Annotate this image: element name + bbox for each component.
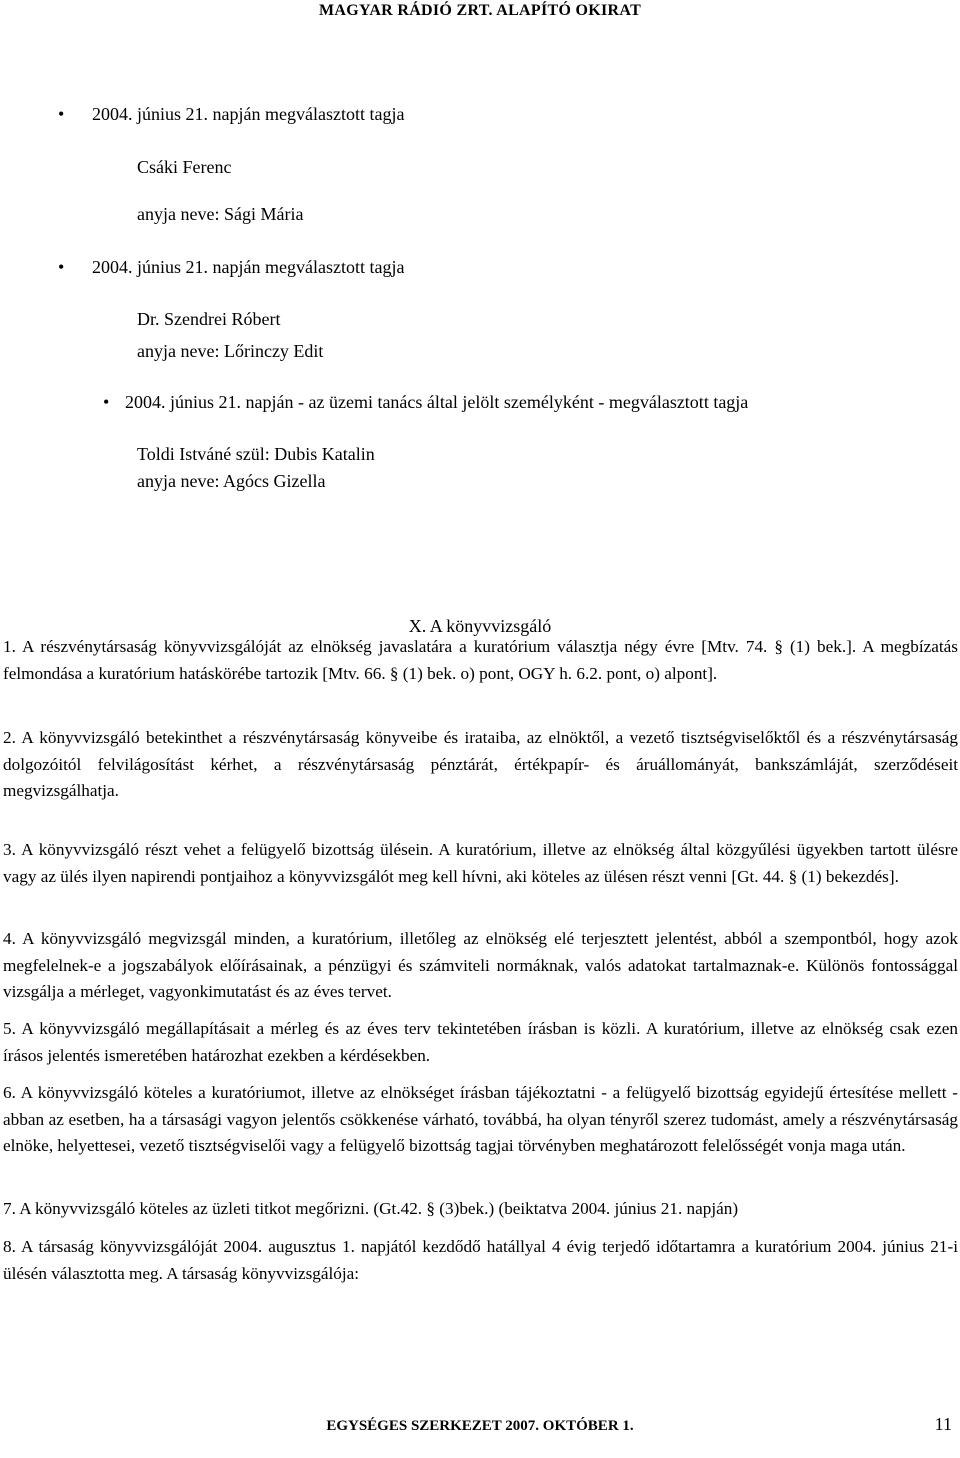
- paragraph-1: 1. A részvénytársaság könyvvizsgálóját az elnökség javaslatára a kuratórium választja négy évre [Mtv. 74. § (1) bek.]. A megbízatás felmondása a kuratórium hatáskörébe tartozik [Mtv. 66. § (1) bek. o) pont, OGY h. 6.2. pont, o) alpont].: [3, 637, 958, 683]
- document-header: MAGYAR RÁDIÓ ZRT. ALAPÍTÓ OKIRAT: [318, 2, 642, 19]
- member-mother: anyja neve: Sági Mária: [137, 204, 304, 224]
- member-name: Dr. Szendrei Róbert: [137, 309, 281, 329]
- member-date-line: 2004. június 21. napján megválasztott tagja: [92, 257, 405, 277]
- paragraph-6: 6. A könyvvizsgáló köteles a kuratóriumot, illetve az elnökséget írásban tájékoztatni - a felügyelő bizottság egyidejű értesítése mellett - abban az esetben, ha a társasági vagyon jelentős csökkenése várható, továbbá, ha olyan tényről szerez tudomást, amely a részvénytársaság elnöke, helyettesei, vezető tisztségviselői vagy a felügyelő bizottság tagjai törvényben meghatározott felelősségét vonja maga után.: [3, 1083, 958, 1155]
- bullet-icon: •: [103, 392, 110, 412]
- footer-text: EGYSÉGES SZERKEZET 2007. OKTÓBER 1.: [326, 1418, 634, 1434]
- paragraph-4: 4. A könyvvizsgáló megvizsgál minden, a kuratórium, illetőleg az elnökség elé terjesztett jelentést, abból a szempontból, hogy azok megfelelnek-e a jogszabályok előírásainak, a pénzügyi és számviteli normáknak, valós adatokat tartalmaznak-e. Különös fontossággal vizsgálja a mérleget, vagyonkimutatást és az éves tervet.: [3, 929, 958, 1001]
- member-date-line: 2004. június 21. napján - az üzemi tanács által jelölt személyként - megválasztott tagja: [125, 392, 749, 412]
- member-name: Csáki Ferenc: [137, 157, 232, 177]
- paragraph-8: 8. A társaság könyvvizsgálóját 2004. augusztus 1. napjától kezdődő hatállyal 4 évig terjedő időtartamra a kuratórium 2004. június 21-i ülésén választotta meg. A társaság könyvvizsgálója:: [3, 1237, 958, 1283]
- member-name: Toldi Istváné szül: Dubis Katalin: [137, 444, 375, 464]
- member-date-line: 2004. június 21. napján megválasztott tagja: [92, 104, 405, 124]
- paragraph-5: 5. A könyvvizsgáló megállapításait a mérleg és az éves terv tekintetében írásban is közli. A kuratórium, illetve az elnökség csak ezen írásos jelentés ismeretében határozhat ezekben a kérdésekben.: [3, 1019, 958, 1065]
- paragraph-7: 7. A könyvvizsgáló köteles az üzleti titkot megőrizni. (Gt.42. § (3)bek.) (beiktatva 2004. június 21. napján): [3, 1199, 739, 1218]
- paragraph-2: 2. A könyvvizsgáló betekinthet a részvénytársaság könyveibe és irataiba, az elnöktől, a vezető tisztségviselőktől és a részvénytársaság dolgozóitól felvilágosítást kérhet, a részvénytársaság pénztárát, értékpapír- és áruállományát, bankszámláját, szerződéseit megvizsgálhatja.: [3, 728, 958, 800]
- bullet-icon: •: [58, 257, 65, 277]
- member-mother: anyja neve: Lőrinczy Edit: [137, 341, 324, 361]
- section-title: X. A könyvvizsgáló: [408, 616, 552, 636]
- paragraph-3: 3. A könyvvizsgáló részt vehet a felügyelő bizottság ülésein. A kuratórium, illetve az elnökség által közgyűlési ügyekben tartott ülésre vagy az ülés ilyen napirendi pontjaihoz a könyvvizsgálót meg kell hívni, aki köteles az ülésen részt venni [Gt. 44. § (1) bekezdés].: [3, 840, 958, 886]
- member-mother: anyja neve: Agócs Gizella: [137, 471, 326, 491]
- page-number: 11: [934, 1414, 952, 1434]
- bullet-icon: •: [58, 104, 65, 124]
